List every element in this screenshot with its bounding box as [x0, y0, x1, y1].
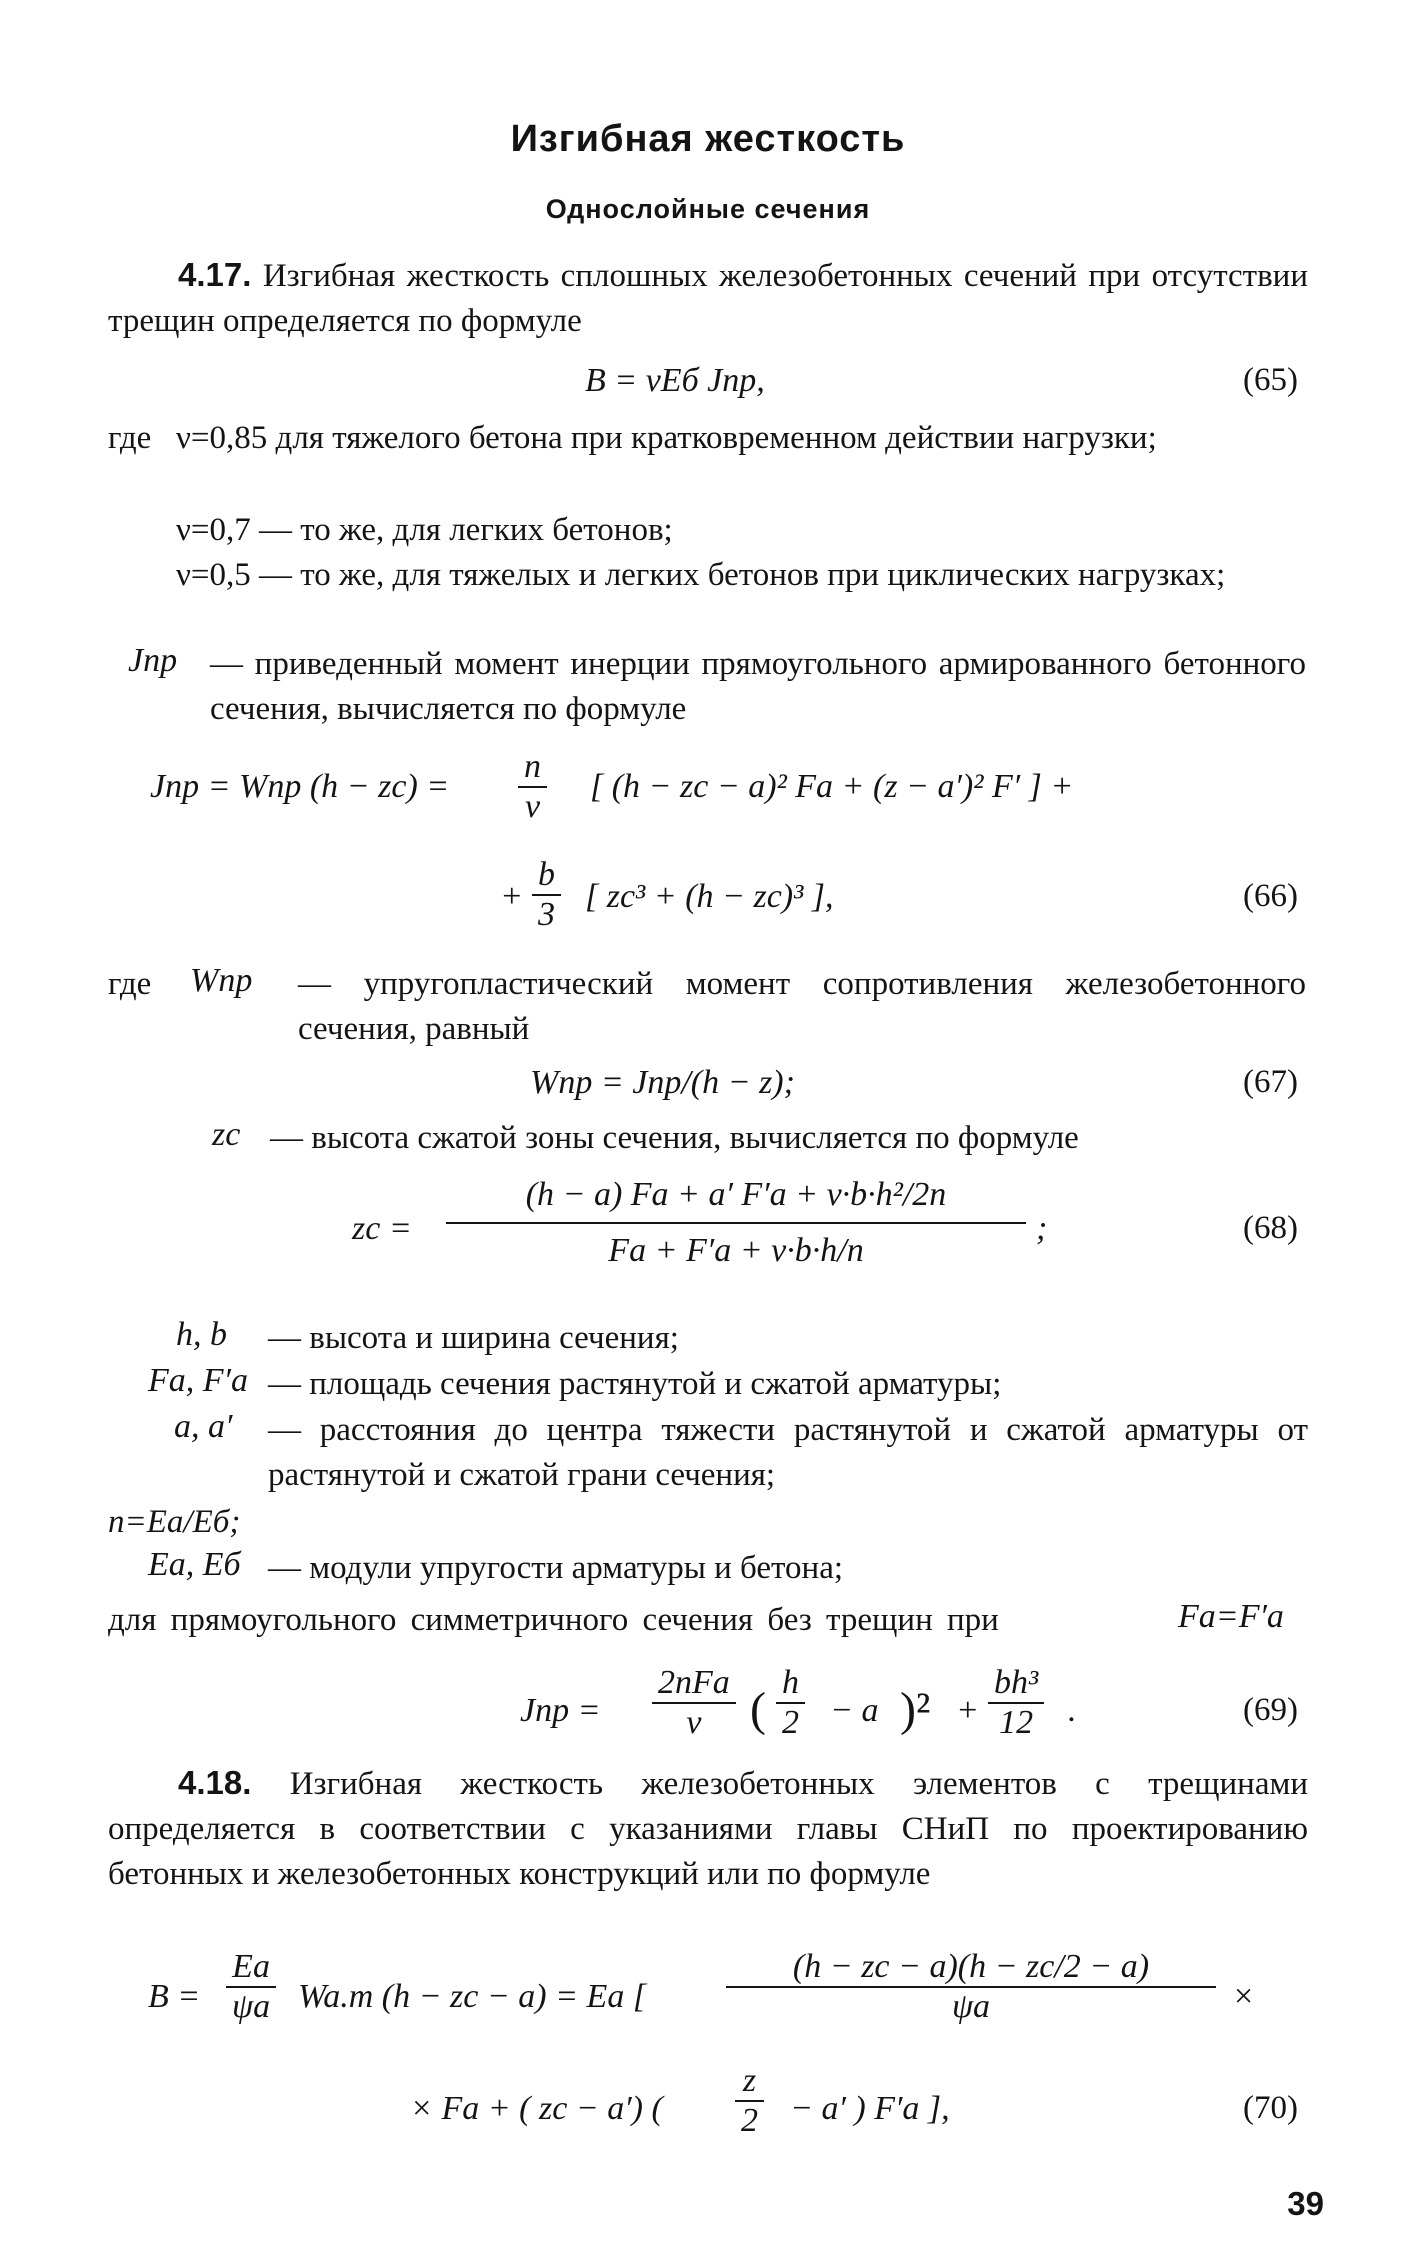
fraction-denominator: 3 [538, 896, 555, 933]
equation-number-69: (69) [1243, 1692, 1298, 1728]
page-number: 39 [1287, 2185, 1324, 2222]
formula-69-fraction-2 [776, 1664, 805, 1742]
symbol-fa: Fa, F′a [148, 1362, 248, 1399]
fraction-numerator: (h − a) Fa + a′ F′a + ν·b·h²/2n [446, 1176, 1026, 1224]
definition-jpr: — приведенный момент инерции прямоугольного армированного бетонного сечения, вычисляется по формуле [210, 646, 1306, 727]
symmetric-section-text: для прямоугольного симметричного сечения без трещин при [108, 1602, 999, 1638]
definition-wpr: — упругопластический момент сопротивления железобетонного сечения, равный [298, 966, 1306, 1047]
definition-h-b: — высота и ширина сечения; [268, 1320, 679, 1356]
where-label-2: где [108, 966, 152, 1002]
formula-70-times: × [1234, 1978, 1254, 2015]
paragraph-number: 4.17. [178, 256, 252, 293]
paragraph-text: Изгибная жесткость железобетонных элементов с трещинами определяется в соответствии с указаниями главы СНиП по проектированию бетонных и железобетонных конструкций или по формуле [108, 1766, 1309, 1892]
fraction-denominator: ν [686, 1704, 702, 1741]
where-label: где [108, 420, 152, 456]
symbol-e: Ea, Eб [148, 1546, 241, 1583]
definition-nu-3: ν=0,5 — то же, для тяжелых и легких бетонов при циклических нагрузках; [176, 557, 1226, 593]
fraction-denominator: 2 [782, 1704, 799, 1741]
equation-number-68: (68) [1243, 1210, 1298, 1246]
fraction-numerator: 2nFa [652, 1664, 736, 1704]
formula-70-fraction-2 [726, 1948, 1216, 2026]
equation-number-65: (65) [1243, 362, 1298, 398]
definition-e: — модули упругости арматуры и бетона; [268, 1550, 844, 1586]
definition-fa: — площадь сечения растянутой и сжатой арматуры; [268, 1366, 1002, 1402]
formula-68-fraction [446, 1176, 1026, 1270]
symbol-a: a, a′ [174, 1408, 233, 1445]
symbol-wpr: Wпр [190, 962, 253, 999]
definition-n: n=Eа/Eб; [108, 1504, 241, 1540]
formula-70-fraction-1 [226, 1948, 276, 2026]
fraction-numerator: bh³ [988, 1664, 1044, 1704]
formula-69-paren-close: )² [900, 1683, 931, 1736]
formula-66-bracket-1: [ (h − zc − a)² Fa + (z − a′)² F′ ] + [590, 768, 1074, 805]
fraction-numerator: b [532, 856, 561, 896]
formula-70-line-2-end: − a′ ) F′a ], [790, 2090, 950, 2127]
fraction-denominator: 12 [999, 1704, 1034, 1741]
paragraph-number: 4.18. [178, 1764, 252, 1801]
fraction-numerator: z [735, 2062, 764, 2102]
formula-69-minus-a: − a [830, 1692, 879, 1729]
fraction-denominator: Fa + F′a + ν·b·h/n [608, 1232, 864, 1269]
section-heading: Изгибная жесткость [510, 118, 906, 160]
formula-70-middle: Wa.т (h − zc − a) = Ea [ [298, 1978, 647, 2015]
fraction-denominator: 2 [741, 2102, 758, 2139]
definition-nu-2: ν=0,7 — то же, для легких бетонов; [176, 512, 673, 548]
fraction-denominator: ψa [232, 1988, 271, 2025]
equation-number-66: (66) [1243, 878, 1298, 914]
fraction-numerator: n [518, 748, 547, 788]
paragraph-4-17 [108, 252, 1308, 344]
symbol-h-b: h, b [176, 1316, 227, 1353]
definition-zc: — высота сжатой зоны сечения, вычисляется по формуле [270, 1120, 1079, 1156]
formula-69-paren-open: ( [750, 1683, 766, 1736]
formula-66-fraction [518, 748, 547, 826]
formula-69-plus: + [956, 1692, 979, 1729]
formula-70-line-2-start: × Fa + ( zc − a′) ( [410, 2090, 663, 2127]
formula-69-lhs: Jпр = [520, 1692, 601, 1729]
fraction-numerator: h [776, 1664, 805, 1704]
formula-66-fraction-2 [532, 856, 561, 934]
formula-66-plus: + [500, 878, 523, 915]
definition-text: ν=0,85 для тяжелого бетона при кратковременном действии нагрузки; [176, 420, 1157, 456]
equation-number-67: (67) [1243, 1064, 1298, 1100]
formula-69-fraction-1 [652, 1664, 736, 1742]
formula-65: B = νEб Jпр, [585, 362, 765, 399]
fraction-numerator: (h − zc − a)(h − zc/2 − a) [726, 1948, 1216, 1988]
paragraph-4-18 [108, 1760, 1308, 1897]
formula-70-b: B = [148, 1978, 201, 2015]
equation-number-70: (70) [1243, 2090, 1298, 2126]
formula-69-dot: . [1068, 1692, 1077, 1729]
formula-66-lhs: Jпр = Wпр (h − zc) = [150, 768, 450, 805]
formula-68-lhs: zc = [352, 1210, 412, 1247]
formula-67: Wпр = Jпр/(h − z); [530, 1064, 795, 1101]
symmetric-section-condition: Fa=F′a [1178, 1598, 1284, 1635]
paragraph-text: Изгибная жесткость сплошных железобетонных сечений при отсутствии трещин определяется по формуле [108, 258, 1309, 339]
definition-nu-1 [176, 416, 1306, 461]
fraction-denominator: ψa [951, 1988, 991, 2025]
symbol-jpr: Jпр [128, 642, 178, 679]
fraction-numerator: Ea [226, 1948, 276, 1988]
fraction-denominator: ν [524, 788, 541, 825]
formula-66-bracket-2: [ zc³ + (h − zc)³ ], [585, 878, 834, 915]
definition-a: — расстояния до центра тяжести растянутой и сжатой арматуры от растянутой и сжатой грани сечения; [268, 1412, 1308, 1493]
subsection-heading: Однослойные сечения [545, 194, 871, 224]
formula-70-fraction-3 [735, 2062, 764, 2140]
formula-68-semicolon: ; [1036, 1210, 1048, 1247]
symbol-zc: zc [212, 1116, 241, 1153]
formula-69-fraction-3 [988, 1664, 1044, 1742]
